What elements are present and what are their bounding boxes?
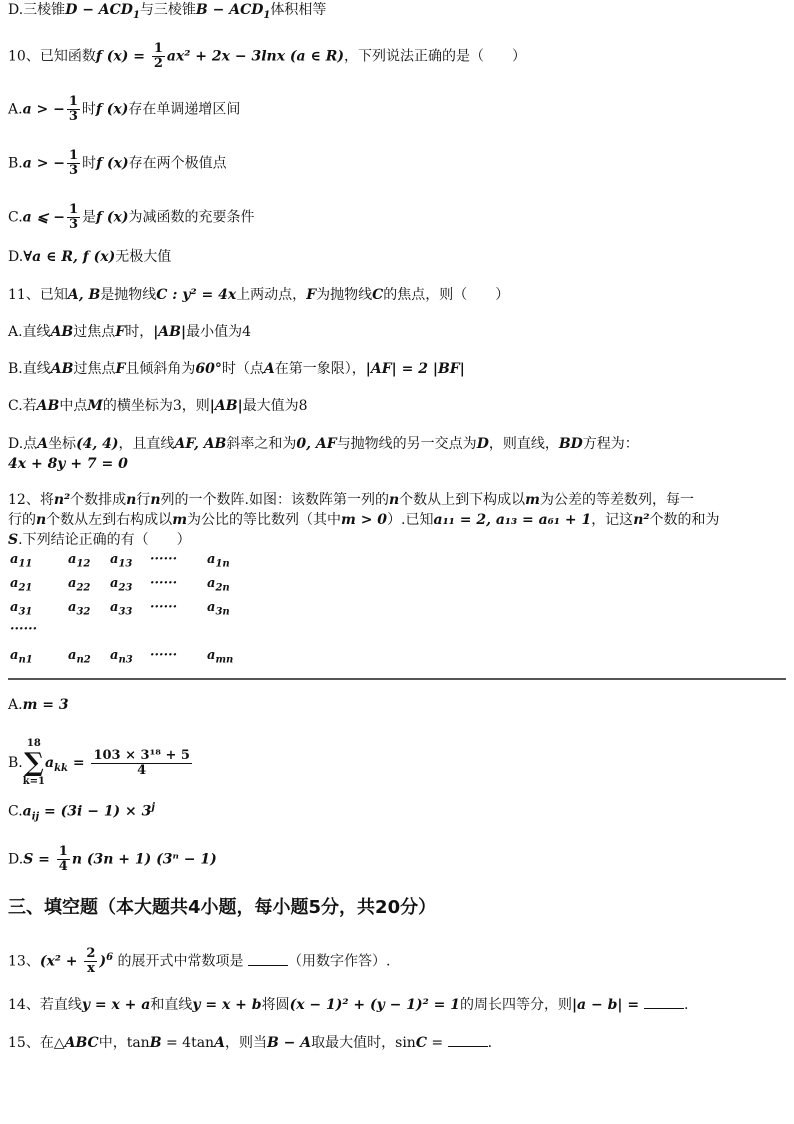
section-title: 三、填空题（本大题共4小题，每小题5分，共20分） bbox=[8, 897, 437, 918]
matrix-cell: ······ bbox=[150, 600, 178, 615]
matrix-cell: $a_{21}$ bbox=[10, 576, 33, 594]
divider bbox=[8, 678, 786, 680]
matrix-cell: $a_{3n}$ bbox=[207, 600, 230, 618]
matrix-cell: $a_{n1}$ bbox=[10, 648, 33, 666]
q9-option-d: D.三棱锥$D - ACD_1$与三棱锥$B - ACD_1$体积相等 bbox=[8, 2, 327, 21]
matrix-cell: ······ bbox=[10, 622, 38, 637]
matrix-cell: $a_{33}$ bbox=[110, 600, 133, 618]
matrix-cell: ······ bbox=[150, 648, 178, 663]
matrix-cell: $a_{mn}$ bbox=[207, 648, 234, 666]
matrix-cell: ······ bbox=[150, 576, 178, 591]
matrix-cell: $a_{31}$ bbox=[10, 600, 33, 618]
q10-stem: 10、已知函数f (x) = $\frac{1}{2}$ ax² + 2x − 3lnx (a ∈ R)，下列说法正确的是（ ） bbox=[8, 41, 526, 71]
q12-option-a: A.m = 3 bbox=[8, 697, 69, 713]
q14: 14、若直线y = x + a和直线y = x + b将圆(x − 1)² + (y − 1)² = 1的周长四等分，则|a − b| = . bbox=[8, 997, 689, 1013]
q10-option-d: D.∀a ∈ R, f (x)无极大值 bbox=[8, 249, 172, 265]
q10-option-c: C.a ⩽ − $\frac{1}{3}$ 是f (x)为减函数的充要条件 bbox=[8, 202, 255, 232]
summation: 18 ∑ k=1 bbox=[22, 738, 46, 787]
q12-stem-line1: 12、将n²个数排成n行n列的一个数阵.如图：该数阵第一列的n个数从上到下构成以m为公差的等差数列，每一 bbox=[8, 492, 694, 508]
matrix-cell: $a_{11}$ bbox=[10, 552, 33, 570]
fraction: $\frac{1}{2}$ bbox=[153, 41, 163, 71]
q11-option-d-line1: D.点A坐标(4, 4)，且直线AF, AB斜率之和为0, AF与抛物线的另一交点为D，则直线，BD方程为： bbox=[8, 436, 639, 452]
matrix-cell: $a_{n3}$ bbox=[110, 648, 133, 666]
q15: 15、在△ABC中，tanB = 4tanA，则当B − A取最大值时，sinC = . bbox=[8, 1035, 493, 1051]
matrix-cell: $a_{32}$ bbox=[68, 600, 91, 618]
matrix-cell: $a_{12}$ bbox=[68, 552, 91, 570]
q11-option-a: A.直线AB过焦点F时，|AB|最小值为4 bbox=[8, 324, 252, 340]
answer-blank bbox=[248, 965, 288, 966]
answer-blank bbox=[644, 1008, 684, 1009]
q11-option-d-line2: 4x + 8y + 7 = 0 bbox=[8, 456, 128, 472]
q11-option-b: B.直线AB过焦点F且倾斜角为60°时（点A在第一象限），|AF| = 2 |BF| bbox=[8, 361, 465, 377]
q10-option-b: B.a > − $\frac{1}{3}$ 时f (x)存在两个极值点 bbox=[8, 148, 227, 178]
q12-option-b: B. 18 ∑ k=1 $a_{kk}$ = $\frac{\text{103 × 3¹⁸ + 5}}{4}$ bbox=[8, 738, 190, 787]
answer-blank bbox=[448, 1046, 488, 1047]
q12-option-d: D.S = $\frac{1}{4}$ n (3n + 1) (3ⁿ − 1) bbox=[8, 844, 217, 874]
matrix-cell: $a_{13}$ bbox=[110, 552, 133, 570]
q10-option-a: A.a > − $\frac{1}{3}$ 时f (x)存在单调递增区间 bbox=[8, 94, 241, 124]
q11-option-c: C.若AB中点M的横坐标为3，则|AB|最大值为8 bbox=[8, 398, 308, 414]
q12-stem-line2: 行的n个数从左到右构成以m为公比的等比数列（其中m > 0）.已知a₁₁ = 2, a₁₃ = a₆₁ + 1，记这n²个数的和为 bbox=[8, 512, 720, 528]
matrix-cell: $a_{23}$ bbox=[110, 576, 133, 594]
matrix-cell: $a_{1n}$ bbox=[207, 552, 230, 570]
q12-option-c: $C.a_{ij} = (3i - 1) \times 3^j$ bbox=[8, 802, 156, 823]
matrix-cell: $a_{22}$ bbox=[68, 576, 91, 594]
q13: 13、(x² + $\frac{2}{x}$ )$^6$ 的展开式中常数项是 （用数字作答）. bbox=[8, 946, 391, 976]
q12-stem-line3: S.下列结论正确的有（ ） bbox=[8, 532, 191, 548]
matrix-cell: $a_{2n}$ bbox=[207, 576, 230, 594]
matrix-cell: $a_{n2}$ bbox=[68, 648, 91, 666]
q11-stem: 11、已知A, B是抛物线C : y² = 4x上两动点，F为抛物线C的焦点，则（ ） bbox=[8, 287, 510, 303]
matrix-cell: ······ bbox=[150, 552, 178, 567]
